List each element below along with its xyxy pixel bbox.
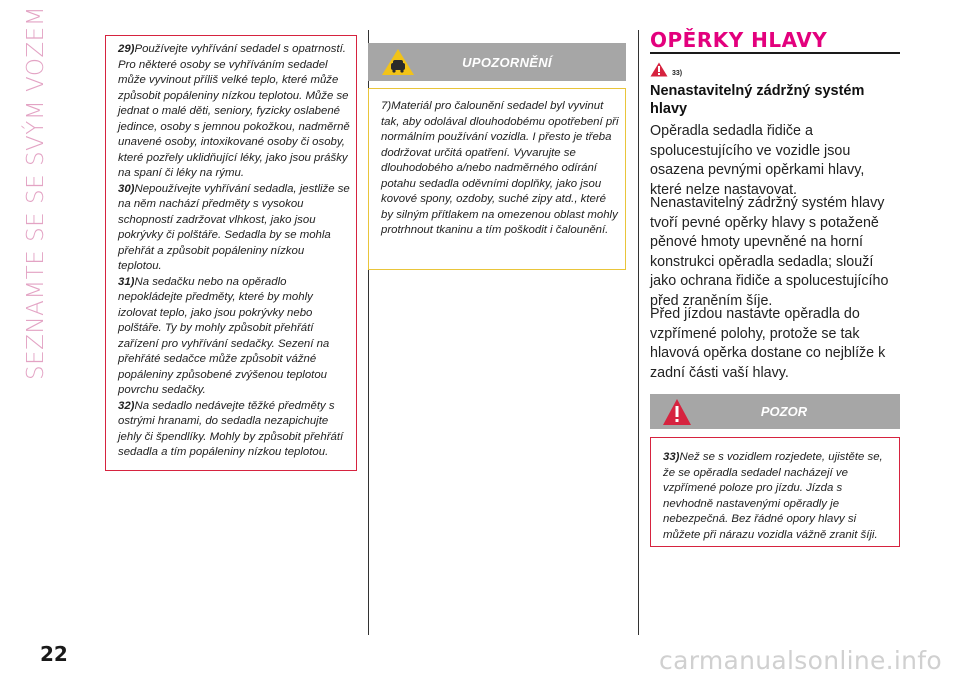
danger-reference (650, 62, 682, 77)
danger-header (650, 394, 900, 429)
note-30: 30)Nepoužívejte vyhřívání sedadla, jestliže se na něm nachází předměty s vysokou schopností zadržovat vlhkost, jako jsou pokrývky či polštáře. Sedadla by se mohla přehřát a způsobit popáleniny nízkou teplotou. (118, 182, 350, 272)
subheading: Nenastavitelný zádržný systém hlavy (650, 83, 865, 117)
note-31: 31)Na sedačku nebo na opěradlo nepokládejte předměty, které by mohly izolovat teplo, jako jsou pokrývky nebo polštáře. Ty by mohly způsobit přehřátí zařízení pro vyhřívání sedačky. Sezení na přehřáté sedačce může způsobit vážné popáleniny způsobené zvýšenou teplotou povrchu sedačky. (118, 275, 330, 396)
danger-text: 33)Než se s vozidlem rozjedete, ujistěte se, že se opěradla sedadel nacházejí ve vzpřímené poloze pro jízdu. Jízda s nevhodně nastavenými opěradly je nebezpečná. Bez řádné opory hlavy si můžete při nárazu vozidla vážně zranit šíji. (663, 451, 883, 541)
notes-box (105, 35, 357, 471)
column-divider-2 (638, 30, 639, 635)
warning-title: UPOZORNĚNÍ (462, 54, 552, 70)
warning-car-icon (368, 43, 428, 81)
danger-title: POZOR (760, 404, 808, 419)
watermark: carmanualsonline.info (659, 646, 942, 675)
page-number: 22 (40, 642, 68, 666)
section-rule (650, 52, 900, 54)
danger-small-icon (650, 62, 668, 77)
note-29: 29)Používejte vyhřívání sedadel s opatrností. Pro některé osoby se vyhříváním sedadel může vyvinout příliš velké teplo, které může způsobit popáleniny nízkou teplotou. Může se jednat o malé děti, seniory, fyzicky oslabené jedince, osoby s jemnou pokožkou, nadměrně unavené osoby, intoxikované osoby či osoby, které pozřely uklidňující léky, jako jsou prášky na spaní či léky na rýmu. (118, 43, 350, 179)
danger-box (650, 437, 900, 547)
warning-text: 7)Materiál pro čalounění sedadel byl vyvinut tak, aby odolával dlouhodobému opotřebení při normálním používání vozidla. I přesto je třeba dodržovat určitá opatření. Vyvarujte se dlouhodobého a/nebo nadměrného odírání potahu sedadla oděvními doplňky, jako jsou kovové spony, ozdoby, suché zipy atd., které by silným přítlakem na omezenou oblast mohly protrhnout tkaninu a tím poškodit i čalounění. (381, 100, 619, 236)
body-paragraph-2: Nenastavitelný zádržný systém hlavy tvoří pevné opěrky hlavy s potaženě pěnové hmoty upevněné na horní konstrukci opěradla sedadla; slouží jako ochrana řidiče a spolucestujícího před zraněním šíje. (650, 195, 889, 309)
section-side-title: SEZNAMTE SE SE SVÝM VOZEM (23, 5, 49, 380)
warning-header (368, 43, 626, 81)
warning-box (368, 88, 626, 270)
danger-exclamation-icon (650, 394, 704, 429)
section-title: OPĚRKY HLAVY (650, 28, 828, 52)
body-paragraph-3: Před jízdou nastavte opěradla do vzpřímené polohy, protože se tak hlavová opěrka dostane co nejblíže k zadní části vaší hlavy. (650, 306, 886, 381)
danger-ref-number: 33) (672, 70, 683, 77)
note-32: 32)Na sedadlo nedávejte těžké předměty s ostrými hranami, do sedadla nezapichujte jehly či špendlíky. Mohly by způsobit přehřátí sedadla a tím popáleniny nízkou teplotou. (118, 399, 344, 458)
body-paragraph-1: Opěradla sedadla řidiče a spolucestujícího ve vozidle jsou osazena pevnými opěrkami hlavy, které nelze nastavovat. (650, 123, 865, 198)
